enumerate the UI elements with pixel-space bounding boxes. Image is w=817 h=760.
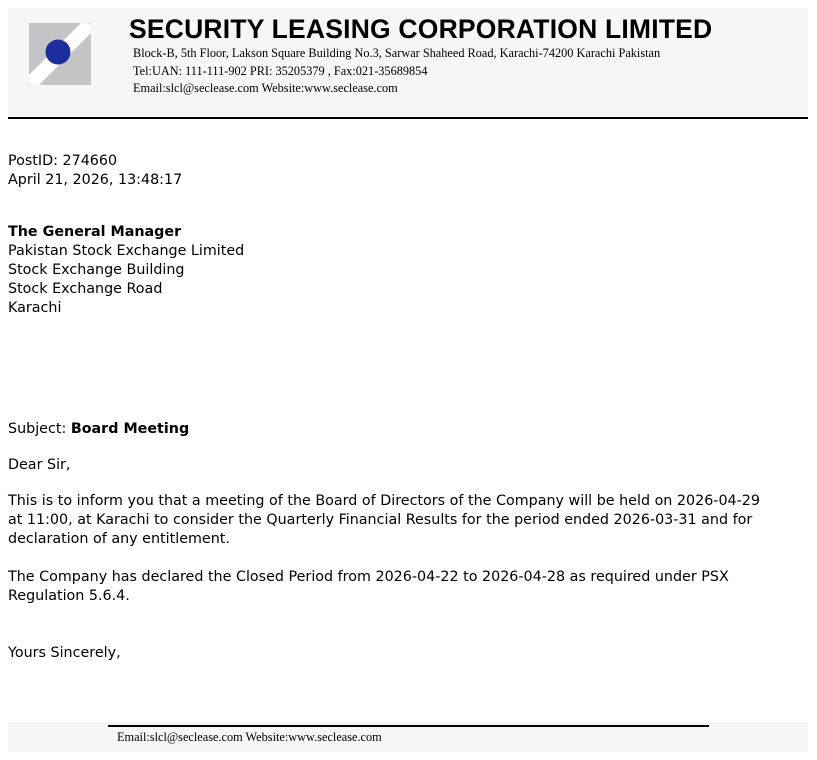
recipient-line-2: Stock Exchange Building: [8, 262, 185, 278]
subject-value: Board Meeting: [70, 421, 190, 437]
letterhead: [8, 8, 808, 116]
post-id: PostID: 274660: [8, 153, 118, 169]
company-phone: Tel:UAN: 111-111-902 PRI: 35205379 , Fax:021-35689854: [133, 64, 428, 78]
header-divider: [8, 117, 808, 119]
footer-divider: [108, 725, 709, 727]
footer-email-website: Email:slcl@seclease.com Website:www.seclease.com: [117, 730, 382, 744]
company-email-website: Email:slcl@seclease.com Website:www.seclease.com: [133, 81, 398, 95]
recipient-line-4: Karachi: [8, 300, 62, 316]
subject-label: Subject:: [8, 421, 67, 437]
company-name: SECURITY LEASING CORPORATION LIMITED: [129, 14, 713, 44]
body-paragraph-1: This is to inform you that a meeting of the Board of Directors of the Company will be held on 2026-04-29 at 11:00, at Karachi to consider the Quarterly Financial Results for the period ended 2026-03-31 and for declaration of any entitlement.: [8, 493, 761, 547]
recipient-line-1: Pakistan Stock Exchange Limited: [8, 243, 245, 259]
recipient-title: The General Manager: [8, 224, 182, 240]
body-paragraph-2: The Company has declared the Closed Period from 2026-04-22 to 2026-04-28 as required under PSX Regulation 5.6.4.: [8, 569, 729, 604]
salutation: Dear Sir,: [8, 457, 71, 473]
company-logo-icon: [29, 23, 91, 85]
post-datetime: April 21, 2026, 13:48:17: [8, 172, 183, 188]
closing: Yours Sincerely,: [8, 645, 121, 661]
company-address: Block-B, 5th Floor, Lakson Square Building No.3, Sarwar Shaheed Road, Karachi-74200 Karachi Pakistan: [133, 46, 661, 60]
recipient-line-3: Stock Exchange Road: [8, 281, 163, 297]
subject-line: [8, 420, 798, 439]
